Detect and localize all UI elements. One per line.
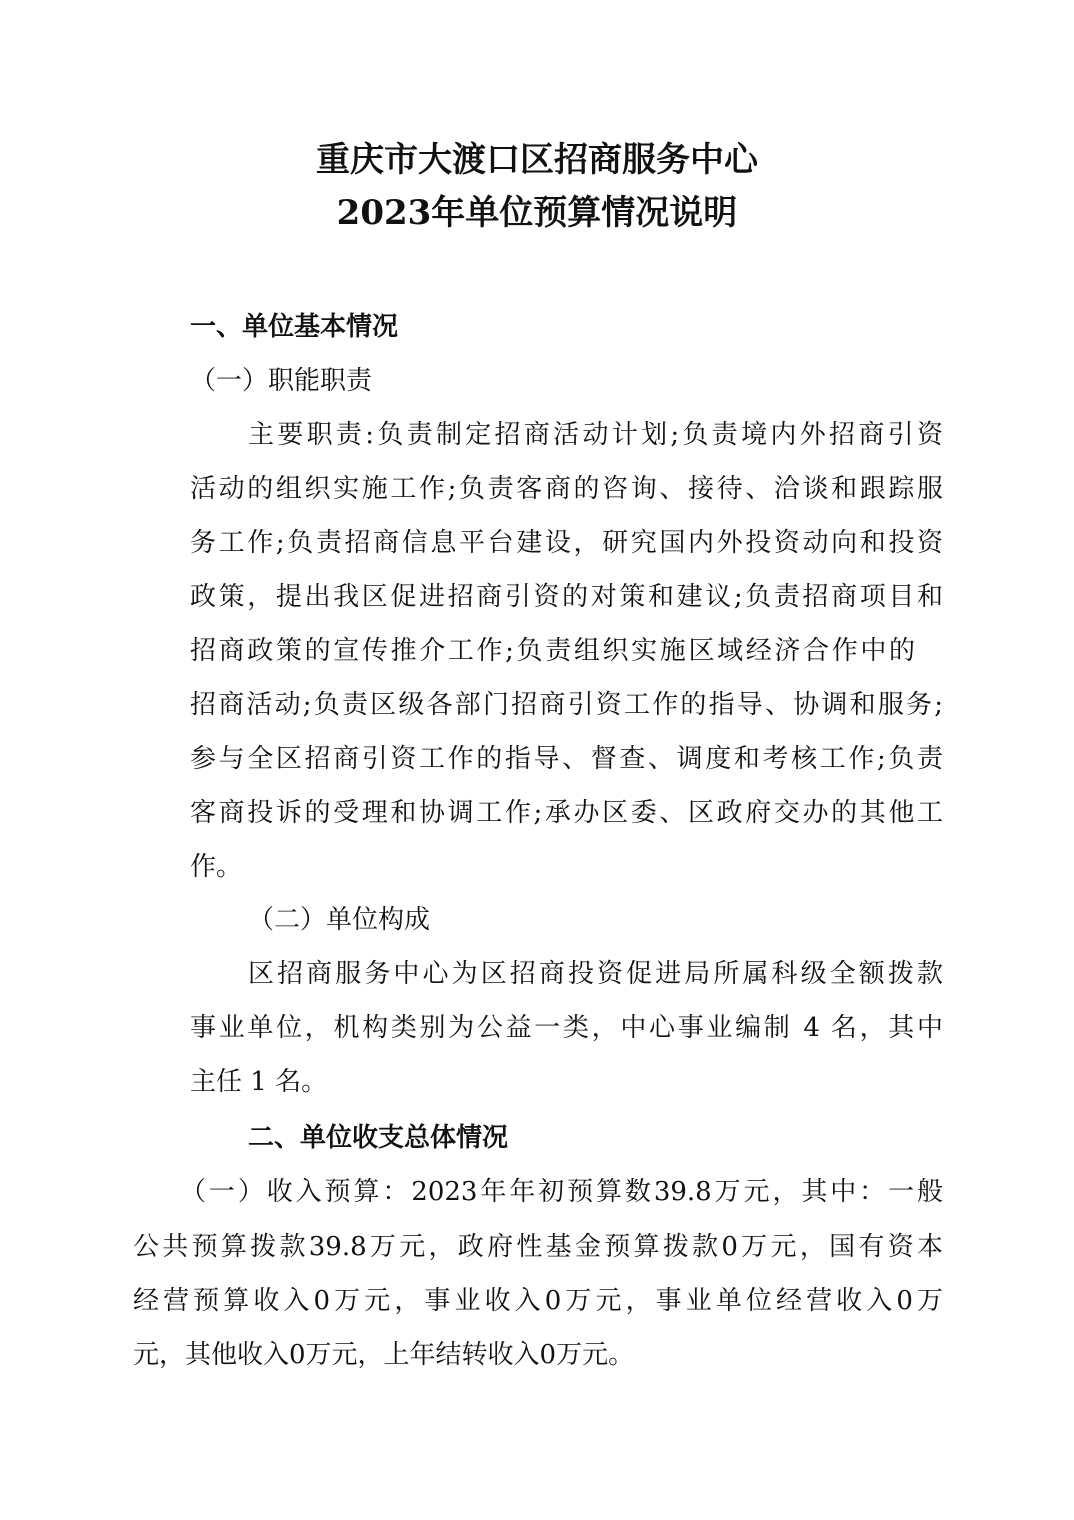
- paragraph-line: （一）收入预算：2023年年初预算数39.8万元，其中：一般: [180, 1177, 943, 1207]
- paragraph-line: 区招商服务中心为区招商投资促进局所属科级全额拨款: [248, 959, 943, 989]
- paragraph-line: 参与全区招商引资工作的指导、督查、调度和考核工作;负责: [190, 744, 943, 774]
- paragraph-line: 元，其他收入0万元，上年结转收入0万元。: [133, 1340, 635, 1370]
- paragraph-line: 公共预算拨款39.8万元，政府性基金预算拨款0万元，国有资本: [133, 1232, 943, 1262]
- doc-title-line1: 重庆市大渡口区招商服务中心: [316, 140, 758, 180]
- paragraph-line: 招商活动;负责区级各部门招商引资工作的指导、协调和服务;: [190, 690, 943, 720]
- paragraph-line: 事业单位，机构类别为公益一类，中心事业编制 4 名，其中: [190, 1013, 943, 1043]
- paragraph-line: 作。: [190, 852, 243, 882]
- section-heading: 一、单位基本情况: [190, 312, 399, 342]
- subsection-heading: （一）职能职责: [190, 366, 373, 396]
- doc-title-line2: 2023年单位预算情况说明: [336, 193, 738, 233]
- section-heading: 二、单位收支总体情况: [248, 1123, 509, 1153]
- paragraph-line: 政策，提出我区促进招商引资的对策和建议;负责招商项目和: [190, 582, 943, 612]
- paragraph-line: 务工作;负责招商信息平台建设，研究国内外投资动向和投资: [190, 528, 943, 558]
- subsection-heading: （二）单位构成: [248, 905, 431, 935]
- paragraph-line: 主要职责:负责制定招商活动计划;负责境内外招商引资: [248, 420, 943, 450]
- paragraph-line: 活动的组织实施工作;负责客商的咨询、接待、洽谈和跟踪服: [190, 474, 943, 504]
- paragraph-line: 主任 1 名。: [190, 1067, 328, 1097]
- paragraph-line: 招商政策的宣传推介工作;负责组织实施区域经济合作中的: [190, 636, 915, 666]
- paragraph-line: 经营预算收入0万元，事业收入0万元，事业单位经营收入0万: [133, 1286, 943, 1316]
- paragraph-line: 客商投诉的受理和协调工作;承办区委、区政府交办的其他工: [190, 798, 943, 828]
